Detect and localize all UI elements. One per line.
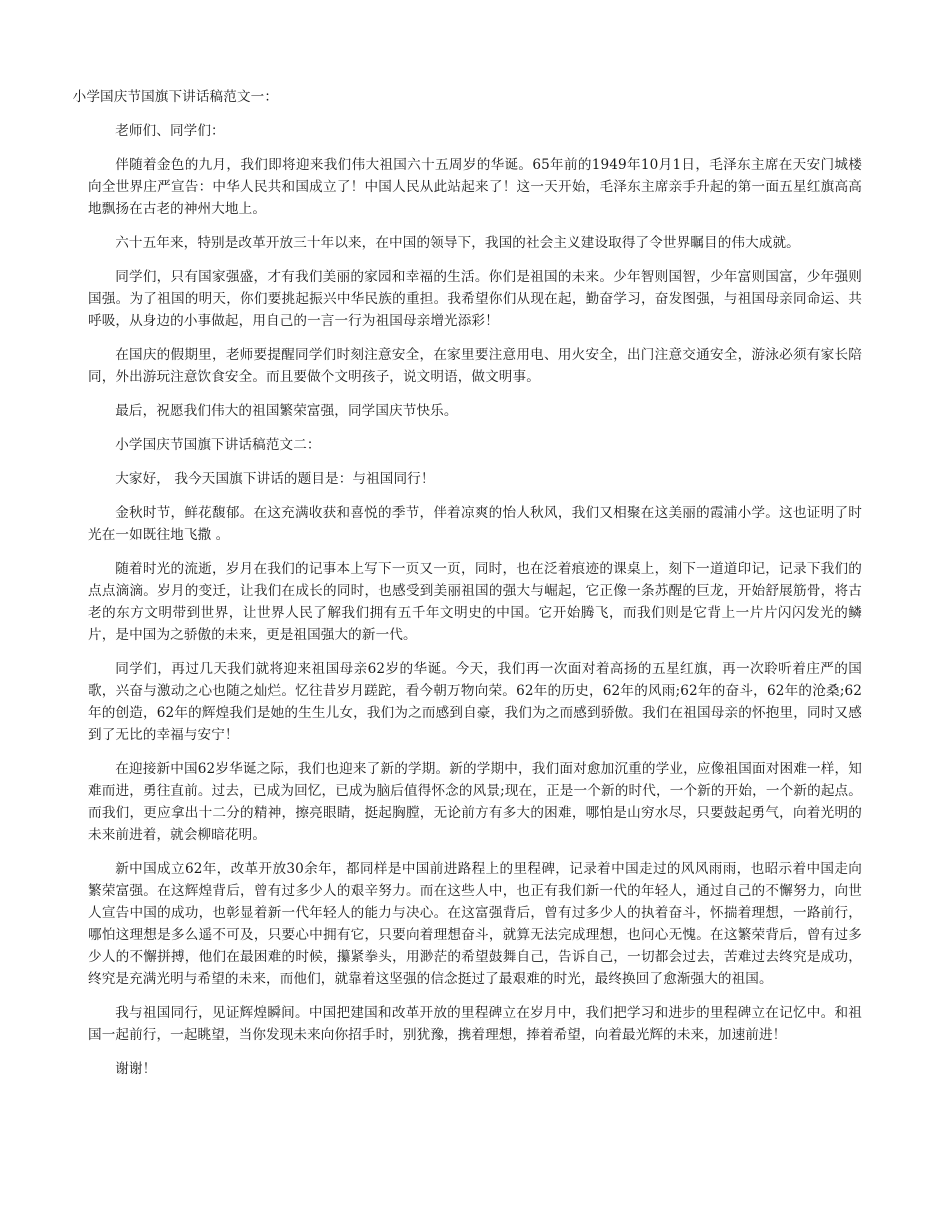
paragraph: 金秋时节，鲜花馥郁。在这充满收获和喜悦的季节，伴着凉爽的怡人秋风，我们又相聚在这美丽的霞浦小学。这也证明了时光在一如既往地飞撒 。 (88, 505, 862, 543)
paragraph: 我与祖国同行，见证辉煌瞬间。中国把建国和改革开放的里程碑立在岁月中，我们把学习和进步的里程碑立在记忆中。和祖国一起前行，一起眺望，当你发现未来向你招手时，别犹豫，携着理想，捧着希望，向着最光辉的未来，加速前进！ (88, 1005, 862, 1043)
paragraph-closing: 谢谢！ (115, 1061, 157, 1077)
paragraph: 同学们，再过几天我们就将迎来祖国母亲62岁的华诞。今天，我们再一次面对着高扬的五星红旗，再一次聆听着庄严的国歌，兴奋与激动之心也随之灿烂。忆往昔岁月蹉跎，看今朝万物向荣。62年的历史，62年的风雨;62年的奋斗，62年的沧桑;62年的创造，62年的辉煌我们是她的生生儿女，我们为之而感到自豪，我们为之而感到骄傲。我们在祖国母亲的怀抱里，同时又感到了无比的幸福与安宁！ (88, 661, 862, 743)
paragraph: 在迎接新中国62岁华诞之际，我们也迎来了新的学期。新的学期中，我们面对愈加沉重的学业，应像祖国面对困难一样，知难而进，勇往直前。过去，已成为回忆，已成为脑后值得怀念的风景;现在，正是一个新的时代，一个新的开始，一个新的起点。而我们，更应拿出十二分的精神，擦亮眼睛，挺起胸膛，无论前方有多大的困难，哪怕是山穷水尽，只要鼓起勇气，向着光明的未来前进着，就会柳暗花明。 (88, 761, 862, 843)
paragraph: 最后，祝愿我们伟大的祖国繁荣富强，同学国庆节快乐。 (115, 403, 458, 419)
paragraph-greeting: 老师们、同学们： (115, 123, 225, 139)
paragraph: 随着时光的流逝，岁月在我们的记事本上写下一页又一页，同时，也在泛着痕迹的课桌上，刻下一道道印记，记录下我们的点点滴滴。岁月的变迁，让我们在成长的同时，也感受到美丽祖国的强大与崛起，它正像一条苏醒的巨龙，开始舒展筋骨，将古老的东方文明带到世界，让世界人民了解我们拥有五千年文明史的中国。它开始腾飞，而我们则是它背上一片片闪闪发光的鳞片，是中国为之骄傲的未来，更是祖国强大的新一代。 (88, 561, 862, 643)
paragraph: 新中国成立62年，改革开放30余年，都同样是中国前进路程上的里程碑，记录着中国走过的风风雨雨，也昭示着中国走向繁荣富强。在这辉煌背后，曾有过多少人的艰辛努力。而在这些人中，也正有我们新一代的年轻人，通过自己的不懈努力，向世人宣告中国的成功，也彰显着新一代年轻人的能力与决心。在这富强背后，曾有过多少人的执着奋斗，怀揣着理想，一路前行，哪怕这理想是多么遥不可及，只要心中拥有它，只要向着理想奋斗，就算无法完成理想，也问心无愧。在这繁荣背后，曾有过多少人的不懈拼搏，他们在最困难的时候，攥紧拳头，用渺茫的希望鼓舞自己，告诉自己，一切都会过去，苦难过去终究是成功，终究是充满光明与希望的未来，而他们，就靠着这坚强的信念挺过了最艰难的时光，最终换回了愈渐强大的祖国。 (88, 861, 862, 987)
document-title: 小学国庆节国旗下讲话稿范文一： (72, 89, 279, 105)
paragraph: 在国庆的假期里，老师要提醒同学们时刻注意安全，在家里要注意用电、用火安全，出门注意交通安全，游泳必须有家长陪同，外出游玩注意饮食安全。而且要做个文明孩子，说文明语，做文明事。 (88, 347, 862, 385)
section-heading: 小学国庆节国旗下讲话稿范文二： (115, 437, 321, 453)
paragraph: 伴随着金色的九月，我们即将迎来我们伟大祖国六十五周岁的华诞。65年前的1949年10月1日，毛泽东主席在天安门城楼向全世界庄严宣告：中华人民共和国成立了！中国人民从此站起来了！这一天开始，毛泽东主席亲手升起的第一面五星红旗高高地飘扬在古老的神州大地上。 (88, 157, 862, 217)
paragraph: 大家好， 我今天国旗下讲话的题目是：与祖国同行！ (115, 471, 435, 487)
paragraph: 六十五年来，特别是改革开放三十年以来，在中国的领导下，我国的社会主义建设取得了令世界瞩目的伟大成就。 (115, 235, 800, 251)
document-body (72, 86, 862, 1092)
paragraph: 同学们，只有国家强盛，才有我们美丽的家园和幸福的生活。你们是祖国的未来。少年智则国智，少年富则国富，少年强则国强。为了祖国的明天，你们要挑起振兴中华民族的重担。我希望你们从现在起，勤奋学习，奋发图强，与祖国母亲同命运、共呼吸，从身边的小事做起，用自己的一言一行为祖国母亲增光添彩！ (88, 269, 862, 329)
